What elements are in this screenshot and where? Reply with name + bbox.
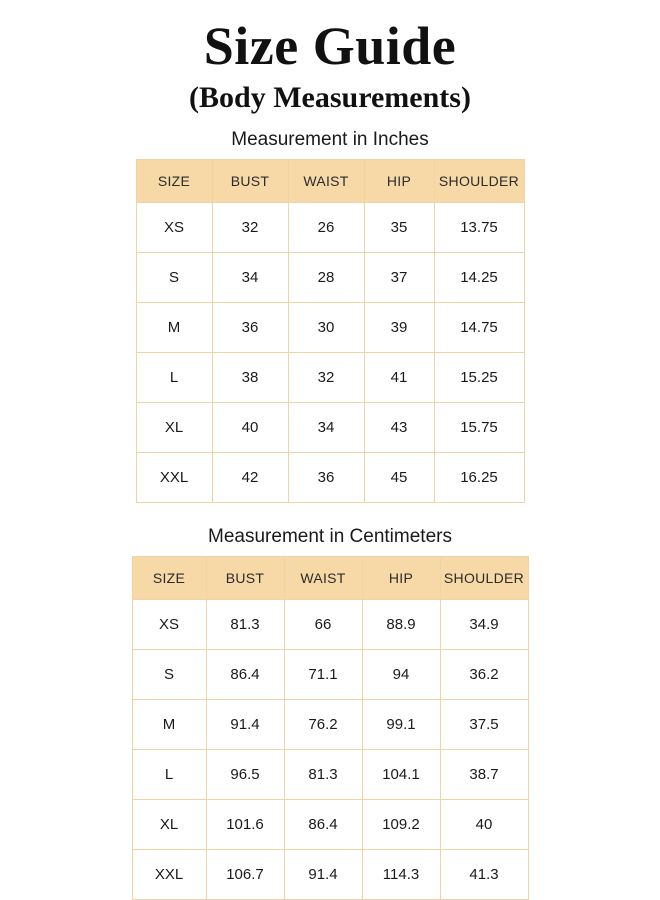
cell-hip: 104.1 (362, 750, 440, 800)
cell-hip: 94 (362, 650, 440, 700)
table-row (136, 353, 524, 403)
cell-size: XS (132, 600, 206, 650)
cell-shoulder: 41.3 (440, 850, 528, 900)
cell-hip: 99.1 (362, 700, 440, 750)
cell-bust: 96.5 (206, 750, 284, 800)
page-title: Size Guide (203, 16, 457, 76)
cell-shoulder: 15.75 (434, 403, 524, 453)
cell-shoulder: 34.9 (440, 600, 528, 650)
cell-shoulder: 36.2 (440, 650, 528, 700)
cell-bust: 81.3 (206, 600, 284, 650)
column-header-size: SIZE (136, 160, 212, 203)
column-header-waist: WAIST (288, 160, 364, 203)
table-row (132, 850, 528, 900)
table-row (136, 303, 524, 353)
inches-section-heading: Measurement in Inches (231, 129, 429, 151)
table-row (136, 453, 524, 503)
column-header-waist: WAIST (284, 557, 362, 600)
inches-table-wrap (0, 159, 660, 503)
inches-table-body (136, 203, 524, 503)
cell-waist: 86.4 (284, 800, 362, 850)
cell-shoulder: 40 (440, 800, 528, 850)
page-subtitle: (Body Measurements) (189, 80, 471, 114)
table-row (132, 700, 528, 750)
cell-bust: 36 (212, 303, 288, 353)
cm-size-table (132, 556, 529, 900)
cell-hip: 45 (364, 453, 434, 503)
cell-hip: 88.9 (362, 600, 440, 650)
cell-waist: 36 (288, 453, 364, 503)
column-header-size: SIZE (132, 557, 206, 600)
cell-waist: 32 (288, 353, 364, 403)
cell-bust: 86.4 (206, 650, 284, 700)
cell-waist: 76.2 (284, 700, 362, 750)
column-header-hip: HIP (364, 160, 434, 203)
cell-bust: 106.7 (206, 850, 284, 900)
cell-size: L (132, 750, 206, 800)
inches-table-head (136, 160, 524, 203)
inches-size-table (136, 159, 525, 503)
column-header-bust: BUST (212, 160, 288, 203)
column-header-shoulder: SHOULDER (440, 557, 528, 600)
table-row (132, 600, 528, 650)
column-header-bust: BUST (206, 557, 284, 600)
cell-bust: 42 (212, 453, 288, 503)
column-header-hip: HIP (362, 557, 440, 600)
cell-hip: 43 (364, 403, 434, 453)
cell-size: L (136, 353, 212, 403)
cell-size: M (132, 700, 206, 750)
cell-bust: 40 (212, 403, 288, 453)
cell-hip: 37 (364, 253, 434, 303)
cell-waist: 34 (288, 403, 364, 453)
table-row (136, 203, 524, 253)
cell-bust: 101.6 (206, 800, 284, 850)
cell-size: M (136, 303, 212, 353)
table-row (132, 650, 528, 700)
cell-shoulder: 14.25 (434, 253, 524, 303)
cell-bust: 91.4 (206, 700, 284, 750)
table-header-row (136, 160, 524, 203)
column-header-shoulder: SHOULDER (434, 160, 524, 203)
cell-waist: 30 (288, 303, 364, 353)
table-row (132, 800, 528, 850)
cell-size: XL (136, 403, 212, 453)
cell-shoulder: 37.5 (440, 700, 528, 750)
cell-waist: 26 (288, 203, 364, 253)
table-header-row (132, 557, 528, 600)
cell-hip: 39 (364, 303, 434, 353)
cell-hip: 41 (364, 353, 434, 403)
cell-shoulder: 38.7 (440, 750, 528, 800)
cell-shoulder: 14.75 (434, 303, 524, 353)
cell-shoulder: 15.25 (434, 353, 524, 403)
cell-size: XS (136, 203, 212, 253)
table-row (136, 403, 524, 453)
cell-bust: 32 (212, 203, 288, 253)
cell-hip: 114.3 (362, 850, 440, 900)
cm-section-heading: Measurement in Centimeters (208, 526, 452, 547)
cell-waist: 28 (288, 253, 364, 303)
cm-table-body (132, 600, 528, 900)
table-row (132, 750, 528, 800)
cm-table-head (132, 557, 528, 600)
cell-size: XXL (136, 453, 212, 503)
cell-size: S (136, 253, 212, 303)
cell-waist: 71.1 (284, 650, 362, 700)
cell-waist: 91.4 (284, 850, 362, 900)
table-row (136, 253, 524, 303)
cell-size: S (132, 650, 206, 700)
cell-bust: 34 (212, 253, 288, 303)
cell-hip: 35 (364, 203, 434, 253)
cell-hip: 109.2 (362, 800, 440, 850)
cell-waist: 66 (284, 600, 362, 650)
cell-shoulder: 16.25 (434, 453, 524, 503)
cm-table-wrap (0, 556, 660, 900)
cell-size: XXL (132, 850, 206, 900)
cell-bust: 38 (212, 353, 288, 403)
cell-size: XL (132, 800, 206, 850)
cell-shoulder: 13.75 (434, 203, 524, 253)
cell-waist: 81.3 (284, 750, 362, 800)
